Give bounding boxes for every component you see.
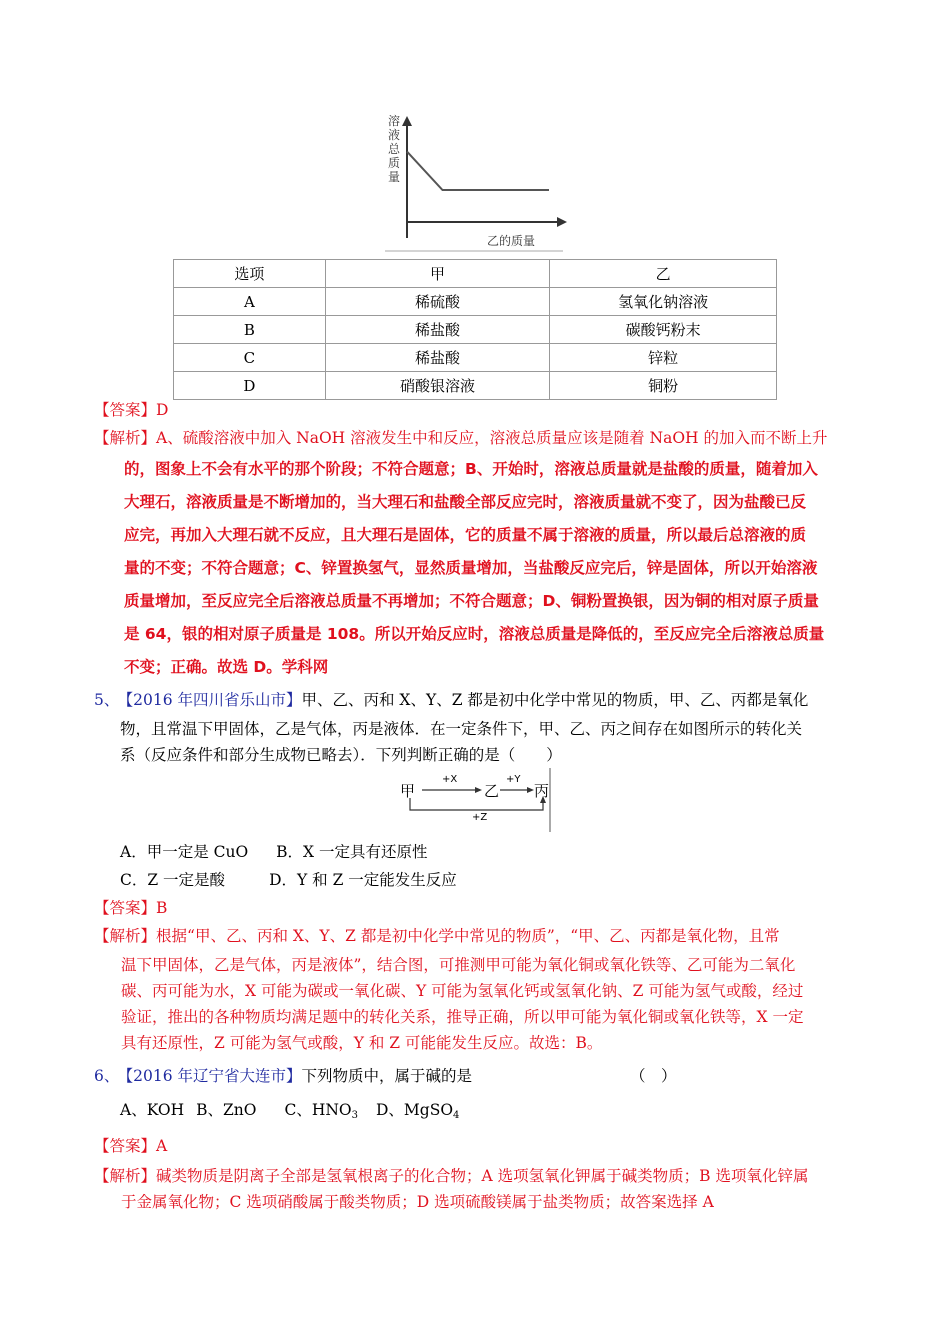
option-b: B、ZnO — [196, 1101, 257, 1119]
answer-tag: 【答案】 — [94, 401, 157, 419]
option-a: A、KOH — [120, 1101, 185, 1119]
analysis-tag: 【解析】 — [94, 927, 157, 945]
q4-analysis-first — [94, 428, 827, 448]
analysis-tag: 【解析】 — [94, 429, 157, 447]
table-header-cell: 乙 — [550, 260, 777, 288]
stem-line: 甲、乙、丙和 X、Y、Z 都是初中化学中常见的物质，甲、乙、丙都是氧化 — [301, 691, 809, 709]
analysis-line: 于金属氧化物；C 选项硝酸属于酸类物质；D 选项硫酸镁属于盐类物质；故答案选择 A — [121, 1193, 714, 1211]
table-cell: A — [174, 288, 326, 316]
option-c-subscript: 3 — [351, 1110, 358, 1121]
option-b: B．X 一定具有还原性 — [276, 843, 428, 861]
analysis-line: 验证，推出的各种物质均满足题中的转化关系，推导正确，所以甲可能为氧化铜或氧化铁等，X 一定 — [121, 1008, 804, 1026]
analysis-line: 大理石，溶液质量是不断增加的，当大理石和盐酸全部反应完时，溶液质量就不变了，因为盐酸已反 — [124, 493, 807, 511]
label-z: +Z — [472, 812, 488, 823]
option-c — [284, 1101, 358, 1119]
answer-value: D — [156, 401, 169, 419]
analysis-line: 具有还原性，Z 可能为氢气或酸，Y 和 Z 可能能发生反应。故选：B。 — [121, 1034, 603, 1052]
table-cell: B — [174, 316, 326, 344]
table-cell: C — [174, 344, 326, 372]
table-cell: 稀盐酸 — [325, 316, 550, 344]
q6-analysis-body — [121, 1192, 714, 1212]
q5-analysis-body — [121, 952, 803, 1056]
series-line — [407, 152, 549, 190]
analysis-tag: 【解析】 — [94, 1167, 157, 1185]
q5-stem-first — [94, 690, 808, 710]
stem-line: 物，且常温下甲固体，乙是气体，丙是液体．在一定条件下，甲、乙、丙之间存在如图所示的转化关 — [120, 720, 803, 738]
q5-options-row2 — [120, 870, 457, 890]
table-cell: 硝酸银溶液 — [325, 372, 550, 400]
question-source: 【2016 年四川省乐山市】 — [125, 691, 302, 709]
question-number: 5、 — [94, 691, 120, 709]
q6-paren: （ ） — [630, 1067, 677, 1085]
arrow-a-c — [410, 798, 543, 810]
analysis-line: 碱类物质是阴离子全部是氢氧根离子的化合物；A 选项氢氧化钾属于碱类物质；B 选项氧化锌属 — [156, 1167, 809, 1185]
analysis-line: 是 64，银的相对原子质量是 108。所以开始反应时，溶液总质量是降低的，至反应完全后溶液总质量 — [124, 625, 825, 643]
table-cell: 锌粒 — [550, 344, 777, 372]
analysis-line: 不变；正确。故选 D。学科网 — [124, 658, 329, 676]
node-yi: 乙 — [484, 782, 500, 800]
graph — [385, 108, 570, 253]
q6-options — [120, 1100, 459, 1120]
analysis-line: 应完，再加入大理石就不反应，且大理石是固体，它的质量不属于溶液的质量，所以最后总溶液的质 — [124, 526, 807, 544]
q6-stem — [94, 1066, 472, 1086]
graph-xlabel: 乙的质量 — [487, 234, 536, 248]
analysis-line: 量的不变；不符合题意；C、锌置换氢气，显然质量增加，当盐酸反应完后，锌是固体，所以开始溶液 — [124, 559, 818, 577]
arrow-a-b-head — [475, 787, 482, 793]
option-c-text: C、HNO — [284, 1101, 352, 1119]
question-number: 6、 — [94, 1067, 120, 1085]
stem-line: 系（反应条件和部分生成物已略去）．下列判断正确的是（ ） — [120, 746, 562, 764]
y-axis-arrow — [402, 116, 412, 126]
option-a: A．甲一定是 CuO — [120, 843, 249, 861]
analysis-line: 温下甲固体，乙是气体，丙是液体”，结合图，可推测甲可能为氧化铜或氧化铁等、乙可能为二氧化 — [121, 956, 796, 974]
analysis-line: 的，图象上不会有水平的那个阶段；不符合题意；B、开始时，溶液总质量就是盐酸的质量，随着加入 — [124, 460, 818, 478]
x-axis-arrow — [557, 217, 567, 227]
table-cell: 铜粉 — [550, 372, 777, 400]
graph-svg — [385, 108, 570, 253]
question-source: 【2016 年辽宁省大连市】 — [125, 1067, 302, 1085]
q5-stem-rest — [120, 716, 802, 768]
q6-analysis-first — [94, 1166, 808, 1186]
table-header-row — [174, 260, 777, 288]
option-d — [376, 1101, 459, 1119]
stem-text: 下列物质中，属于碱的是 — [301, 1067, 473, 1085]
table-header-cell: 甲 — [325, 260, 550, 288]
conversion-diagram — [398, 768, 553, 832]
table-cell: 碳酸钙粉末 — [550, 316, 777, 344]
table-row — [174, 344, 777, 372]
answer-value: B — [156, 899, 168, 917]
graph-ylabel: 溶液总质量 — [388, 114, 401, 184]
analysis-line: 碳、丙可能为水，X 可能为碳或一氧化碳、Y 可能为氢氧化钙或氢氧化钠、Z 可能为氢气或酸，经过 — [121, 982, 804, 1000]
q4-answer — [94, 400, 168, 420]
option-d: D．Y 和 Z 一定能发生反应 — [269, 871, 457, 889]
table-header-cell: 选项 — [174, 260, 326, 288]
q4-analysis-body — [124, 453, 824, 684]
table-cell: D — [174, 372, 326, 400]
answer-tag: 【答案】 — [94, 899, 157, 917]
table-cell: 稀硫酸 — [325, 288, 550, 316]
option-d-subscript: 4 — [453, 1110, 460, 1121]
node-bing: 丙 — [534, 782, 550, 800]
arrow-b-c-head — [527, 787, 534, 793]
table-cell: 氢氧化钠溶液 — [550, 288, 777, 316]
node-jia: 甲 — [400, 782, 416, 800]
options-table — [173, 259, 777, 400]
table-row — [174, 316, 777, 344]
q5-options-row1 — [120, 842, 428, 862]
table-row — [174, 372, 777, 400]
answer-value: A — [156, 1137, 168, 1155]
analysis-line: A、硫酸溶液中加入 NaOH 溶液发生中和反应，溶液总质量应该是随着 NaOH 的加入而不断上升 — [156, 429, 828, 447]
option-c: C．Z 一定是酸 — [120, 871, 226, 889]
q5-answer — [94, 898, 167, 918]
label-y: +Y — [506, 774, 521, 785]
table-cell: 稀盐酸 — [325, 344, 550, 372]
q6-answer — [94, 1136, 167, 1156]
option-d-text: D、MgSO — [375, 1101, 454, 1119]
analysis-line: 根据“甲、乙、丙和 X、Y、Z 都是初中化学中常见的物质”，“甲、乙、丙都是氧化物，且常 — [156, 927, 780, 945]
analysis-line: 质量增加，至反应完全后溶液总质量不再增加；不符合题意；D、铜粉置换银，因为铜的相对原子质量 — [124, 592, 819, 610]
table-row — [174, 288, 777, 316]
label-x: +X — [442, 774, 458, 785]
q5-analysis-first — [94, 926, 780, 946]
answer-tag: 【答案】 — [94, 1137, 157, 1155]
